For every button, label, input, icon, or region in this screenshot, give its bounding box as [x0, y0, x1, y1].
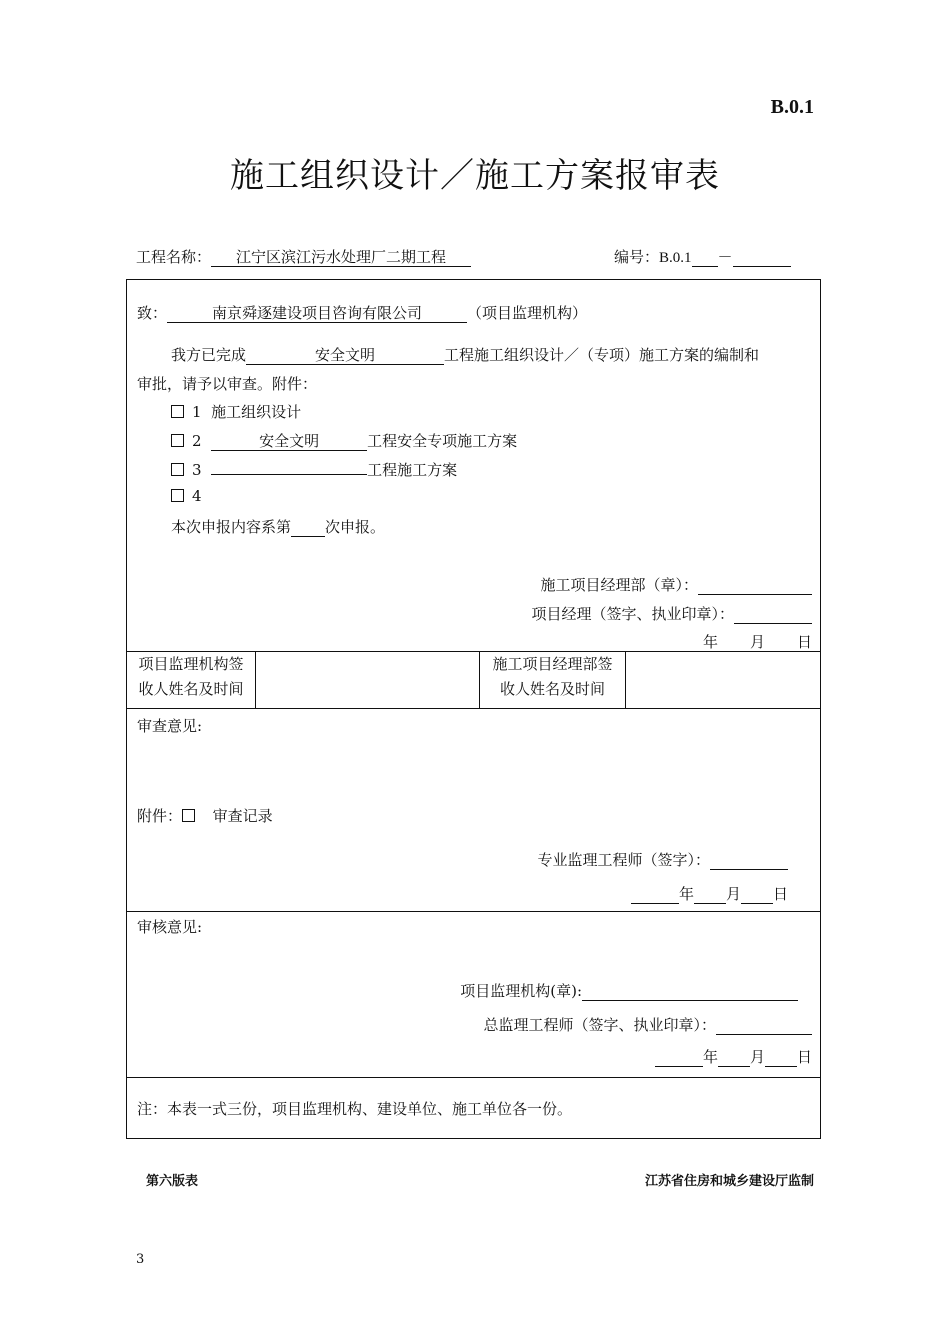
checkbox-review-record[interactable] — [182, 809, 195, 822]
number-blank-1 — [692, 249, 718, 267]
project-name-value: 江宁区滨江污水处理厂二期工程 — [211, 249, 471, 267]
note-text: 注：本表一式三份，项目监理机构、建设单位、施工单位各一份。 — [137, 1100, 573, 1118]
checkbox-attachment-3[interactable] — [171, 463, 184, 476]
body-fill: 安全文明 — [246, 347, 444, 365]
footer-edition: 第六版表 — [146, 1174, 199, 1189]
attachment-4: 4 — [171, 487, 202, 505]
submission-count: 本次申报内容系第 次申报。 — [171, 518, 386, 536]
number-prefix: B.0.1 — [659, 250, 692, 266]
page-title: 施工组织设计／施工方案报审表 — [230, 156, 720, 196]
number-label: 编号： — [614, 248, 660, 266]
attachment-2: 2 安全文明 工程安全专项施工方案 — [171, 430, 517, 451]
body-prefix: 我方已完成 — [171, 346, 247, 364]
to-organization: 南京舜逐建设项目咨询有限公司 — [167, 305, 467, 323]
contractor-dept-seal: 施工项目经理部（章）： — [540, 574, 812, 595]
supervision-receiver-value[interactable] — [256, 652, 480, 709]
body-suffix: 工程施工组织设计／（专项）施工方案的编制和 — [444, 346, 760, 364]
contractor-receiver-value[interactable] — [626, 652, 821, 709]
to-suffix: （项目监理机构） — [467, 304, 588, 322]
form-code: B.0.1 — [770, 96, 814, 118]
checkbox-attachment-4[interactable] — [171, 489, 184, 502]
submission-count-blank — [291, 519, 325, 537]
number-field — [614, 246, 791, 267]
attachment-1: 1 施工组织设计 — [171, 401, 301, 422]
supervision-org-seal: 项目监理机构(章): — [460, 980, 798, 1001]
number-blank-2 — [733, 249, 791, 267]
approval-label: 审核意见: — [137, 918, 203, 936]
page-number: 3 — [136, 1252, 145, 1267]
project-manager-sign: 项目经理（签字、执业印章）： — [531, 603, 812, 624]
to-label: 致： — [137, 304, 168, 322]
review-attachment: 附件： 审查记录 — [137, 807, 273, 825]
chief-engineer-sign: 总监理工程师（签字、执业印章）： — [483, 1014, 812, 1035]
review-label: 审查意见: — [137, 717, 203, 735]
supervision-receiver-label: 项目监理机构签 收人姓名及时间 — [127, 652, 256, 709]
engineer-sign: 专业监理工程师（签字）： — [537, 849, 788, 870]
checkbox-attachment-2[interactable] — [171, 434, 184, 447]
checkbox-attachment-1[interactable] — [171, 405, 184, 418]
attachment-3: 3 工程施工方案 — [171, 459, 457, 480]
approval-form-table — [126, 279, 821, 1139]
body-line-2: 审批，请予以审查。附件： — [137, 375, 318, 393]
number-dash: － — [717, 248, 733, 266]
review-date: 年 月 日 — [631, 883, 788, 904]
project-name-field — [136, 246, 471, 267]
approval-date: 年 月 日 — [655, 1046, 812, 1067]
contractor-receiver-label: 施工项目经理部签 收人姓名及时间 — [480, 652, 626, 709]
submission-date: 年 月 日 — [655, 631, 812, 652]
project-name-label: 工程名称： — [136, 248, 212, 266]
footer-issuer: 江苏省住房和城乡建设厅监制 — [644, 1174, 814, 1189]
